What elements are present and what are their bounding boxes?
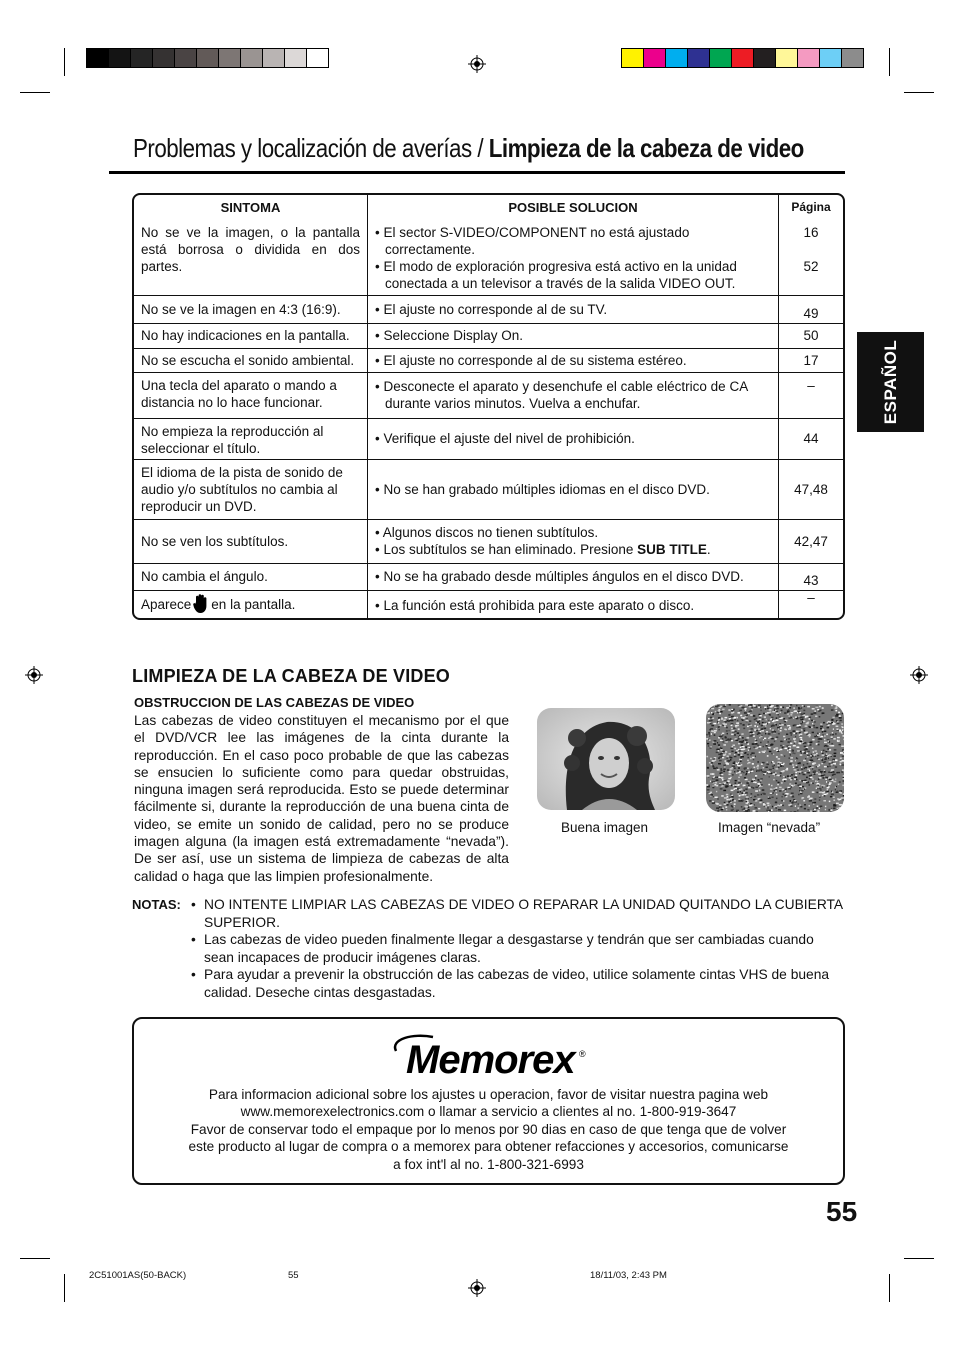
page-ref: – [807,377,815,393]
calibration-swatch [753,48,776,68]
memorex-logo [388,1029,598,1079]
header-symptom: SINTOMA [134,195,368,219]
page-number: 55 [826,1196,858,1227]
solution-text: • Desconecte el aparato y desenchufe el cable eléctrico de CA durante varios minutos. Vuelva a enchufar. [375,379,748,411]
solution-cell [368,519,779,563]
caption-good-picture: Buena imagen [561,820,649,835]
calibration-swatch [108,48,131,68]
registration-mark-icon [468,1279,486,1297]
solution-text: • El sector S-VIDEO/COMPONENT no está ajustado correctamente. [375,225,690,257]
solution-cell [368,418,779,459]
page-ref: 50 [803,328,819,343]
page-cell [779,563,844,590]
page-ref: 17 [803,352,819,368]
table-row [134,348,843,372]
section-subheading: OBSTRUCCION DE LAS CABEZAS DE VIDEO [134,695,415,710]
page-ref: 52 [803,259,819,274]
memorex-line: este producto al lugar de compra o a memorex para obtener refacciones y accesorios, comunicarse [188,1139,789,1155]
page-cell [779,348,844,372]
symptom-cell: No se ve la imagen, o la pantalla está borrosa o dividida en dos partes. [134,219,368,295]
solution-text: • La función está prohibida para este aparato o disco. [375,597,695,613]
crop-mark [64,1274,65,1302]
registration-mark-icon [910,666,928,684]
calibration-swatch [284,48,307,68]
solution-line [375,258,771,292]
calibration-swatch [731,48,754,68]
solution-text: • No se han grabado múltiples idiomas en el disco DVD. [375,481,710,497]
calibration-swatch [262,48,285,68]
page-ref: 42,47 [794,533,828,549]
calibration-swatch [130,48,153,68]
symptom-cell: No cambia el ángulo. [134,563,368,590]
calibration-swatch [797,48,820,68]
solution-cell [368,295,779,323]
page-title-regular: Problemas y localización de averías / [133,133,489,163]
language-tab [857,332,924,432]
page-cell [779,459,844,519]
solution-line [375,224,771,258]
solution-text: • No se ha grabado desde múltiples ángulos en el disco DVD. [375,569,744,584]
solution-text: • El ajuste no corresponde al de su TV. [375,301,608,317]
notes-label: NOTAS: [132,897,181,912]
table-row [134,519,843,563]
solution-cell [368,372,779,418]
solution-line [375,327,771,344]
solution-line [375,378,771,412]
solution-text: • Seleccione Display On. [375,328,524,343]
solution-text: • Algunos discos no tienen subtítulos. [375,525,599,540]
solution-line [375,352,771,369]
page-cell [779,519,844,563]
solution-line [375,301,771,318]
table-header-row [134,195,843,219]
notes-list [191,896,846,1001]
table-row [134,372,843,418]
symptom-cell [134,590,368,620]
memorex-line: Favor de conservar todo el empaque por lo menos por 90 dias en caso de que tenga que de volver [190,1121,787,1137]
solution-line [375,524,771,541]
memorex-line: www.memorexelectronics.com o llamar a servicio a clientes al no. 1-800-919-3647 [240,1104,737,1120]
page-ref: 16 [803,225,819,240]
color-calibration-bar [621,48,863,68]
note-item: • NO INTENTE LIMPIAR LAS CABEZAS DE VIDEO O REPARAR LA UNIDAD QUITANDO LA CUBIERTA SUPERIOR. [191,896,846,931]
language-tab-label: ESPAÑOL [880,339,900,425]
page-cell [779,590,844,620]
table-row [134,418,843,459]
page-ref: 43 [803,573,819,588]
symptom-text: en la pantalla. [211,597,296,613]
crop-mark [904,1258,934,1259]
page-ref: 49 [803,305,819,321]
registration-mark-icon [25,666,43,684]
calibration-swatch [819,48,842,68]
page-ref: 44 [803,431,819,446]
calibration-swatch [709,48,732,68]
page-cell [779,323,844,348]
table-row [134,590,843,620]
crop-mark [64,48,65,76]
table-row [134,459,843,519]
title-rule [109,171,845,174]
crop-mark [904,92,934,93]
page-cell [779,418,844,459]
calibration-swatch [621,48,644,68]
symptom-text: Aparece [141,597,192,613]
calibration-swatch [643,48,666,68]
symptom-cell: Una tecla del aparato o mando a distancia no lo hace funcionar. [134,372,368,418]
symptom-cell: No hay indicaciones en la pantalla. [134,323,368,348]
calibration-swatch [687,48,710,68]
section-heading: LIMPIEZA DE LA CABEZA DE VIDEO [132,666,451,686]
table-row [134,563,843,590]
calibration-swatch [841,48,864,68]
note-item: • Las cabezas de video pueden finalmente llegar a desgastarse y tendrán que ser cambiadas cuando sean incapaces de producir imágenes claras. [191,931,846,966]
symptom-cell: No se ven los subtítulos. [134,519,368,563]
button-name-text: SUB TITLE [637,542,707,557]
memorex-contact-text [132,1086,845,1173]
crop-mark [889,1274,890,1302]
page-title [133,133,804,164]
header-page: Página [779,195,844,219]
solution-cell [368,219,779,295]
symptom-cell: No se ve la imagen en 4:3 (16:9). [134,295,368,323]
caption-snowy-picture: Imagen “nevada” [718,820,821,835]
table-row [134,323,843,348]
gray-calibration-bar [86,48,328,68]
crop-mark [20,1258,50,1259]
table-row [134,219,843,295]
crop-mark [20,92,50,93]
symptom-cell: No empieza la reproducción al seleccionar el título. [134,418,368,459]
calibration-swatch [775,48,798,68]
calibration-swatch [306,48,329,68]
registered-mark: ® [579,1049,586,1059]
good-picture-image [537,708,675,810]
memorex-line: a fox int'l al no. 1-800-321-6993 [393,1156,584,1172]
footer-date: 18/11/03, 2:43 PM [590,1270,667,1281]
page-title-bold: Limpieza de la cabeza de video [488,133,804,163]
solution-cell [368,323,779,348]
solution-line [375,481,771,498]
hand-icon [193,593,209,617]
solution-cell [368,563,779,590]
solution-line [375,568,771,585]
symptom-cell: El idioma de la pista de sonido de audio y/o subtítulos no cambia al reproducir un DVD. [134,459,368,519]
table-row [134,295,843,323]
calibration-swatch [174,48,197,68]
solution-text: • Los subtítulos se han eliminado. Presione [375,542,638,557]
crop-mark [889,48,890,76]
troubleshooting-table [132,193,845,620]
calibration-swatch [665,48,688,68]
solution-text: • El ajuste no corresponde al de su sistema estéreo. [375,352,687,368]
section-paragraph: Las cabezas de video constituyen el mecanismo por el que el DVD/VCR lee las imágenes de la cinta durante la reproducción. En el caso poco probable de que las cabezas se ensucien lo suficiente como para quedar obstruidas, ninguna imagen será reproducida. Esto se puede determinar fácilmente si, durante la reproducción de una buena cinta de video, se emite un sonido de calidad, pero no se produce imagen alguna (la imagen está extremadamente “nevada”). De ser así, use un sistema de limpieza de cabezas de alta calidad o haga que las limpien profesionalmente. [134,713,509,884]
solution-line [375,430,771,447]
page-cell [779,372,844,418]
calibration-swatch [218,48,241,68]
footer-page: 55 [288,1270,299,1281]
page-ref: 47,48 [794,481,828,497]
page-cell [779,219,844,295]
page-cell [779,295,844,323]
solution-line [375,597,771,614]
solution-text: • Verifique el ajuste del nivel de prohibición. [375,431,635,446]
solution-cell [368,590,779,620]
calibration-swatch [152,48,175,68]
calibration-swatch [196,48,219,68]
page-ref: – [807,589,815,605]
footer-file: 2C51001AS(50-BACK) [89,1270,187,1281]
snowy-picture-image [706,704,844,812]
memorex-logo-text: Memorex [406,1038,575,1079]
note-item: • Para ayudar a prevenir la obstrucción de las cabezas de video, utilice solamente cintas VHS de buena calidad. Deseche cintas desgastadas. [191,966,846,1001]
solution-text: . [706,542,711,557]
solution-text: • El modo de exploración progresiva está activo en la unidad conectada a un televisor a través de la salida VIDEO OUT. [375,259,737,291]
solution-cell [368,348,779,372]
symptom-cell: No se escucha el sonido ambiental. [134,348,368,372]
solution-cell [368,459,779,519]
header-solution: POSIBLE SOLUCION [368,195,779,219]
memorex-line: Para informacion adicional sobre los ajustes u operacion, favor de visitar nuestra pagina web [208,1087,769,1102]
solution-line [375,541,771,558]
registration-mark-icon [468,55,486,73]
calibration-swatch [86,48,109,68]
calibration-swatch [240,48,263,68]
